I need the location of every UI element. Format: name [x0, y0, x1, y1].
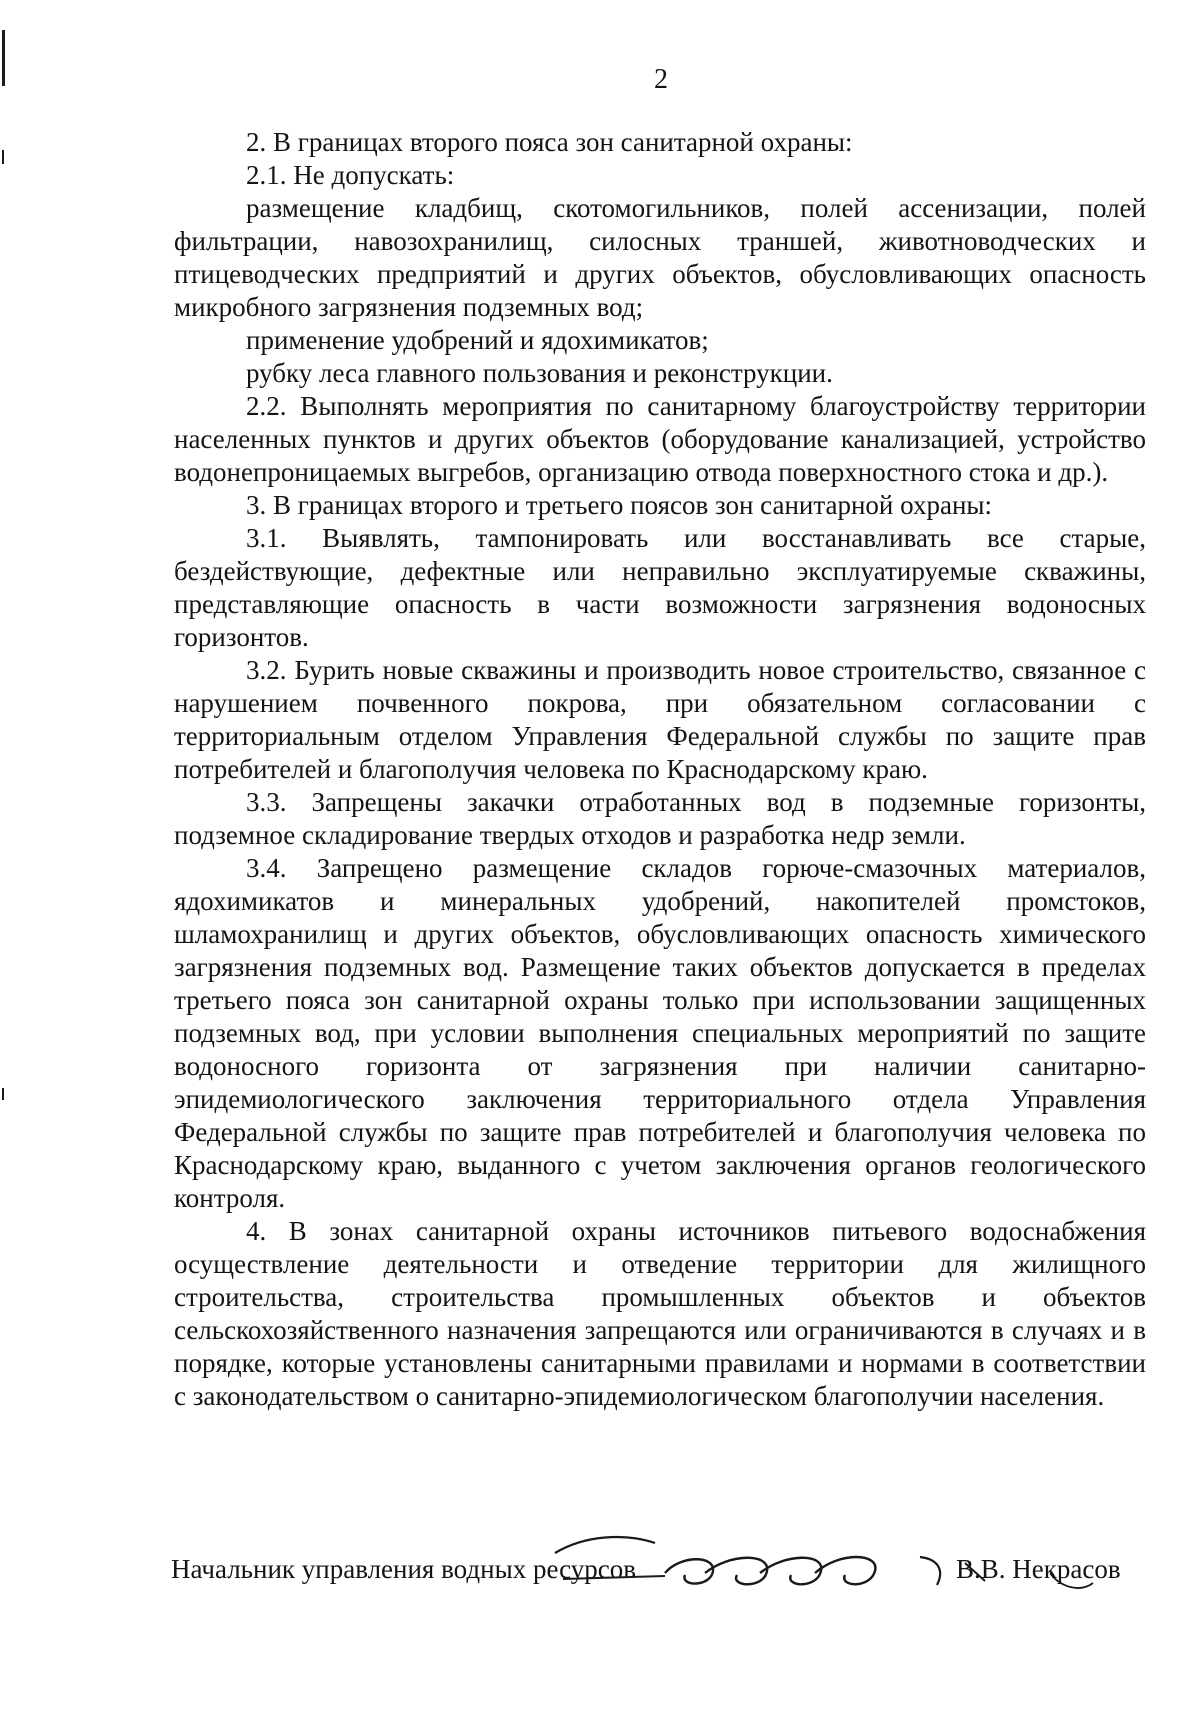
paragraph-3-2: 3.2. Бурить новые скважины и производить новое строительство, связанное с нарушением почвенного покрова, при обязательном согласовании с территориальным отделом Управления Федеральной службы по защите прав потребителей и благополучия человека по Краснодарскому краю.	[174, 655, 1146, 784]
paragraph-3-4: 3.4. Запрещено размещение складов горюче-смазочных материалов, ядохимикатов и минеральных удобрений, накопителей промстоков, шламохранилищ и других объектов, обусловливающих опасность химического загрязнения подземных вод. Размещение таких объектов допускается в пределах третьего пояса зон санитарной охраны только при использовании защищенных подземных вод, при условии выполнения специальных мероприятий по защите водоносного горизонта от загрязнения при наличии санитарно-эпидемиологического заключения территориального отдела Управления Федеральной службы по защите прав потребителей и благополучия человека по Краснодарскому краю, выданного с учетом заключения органов геологического контроля.	[174, 853, 1146, 1213]
paragraph-3-3: 3.3. Запрещены закачки отработанных вод в подземные горизонты, подземное складирование твердых отходов и разработка недр земли.	[174, 787, 1146, 850]
paragraph-3-1: 3.1. Выявлять, тампонировать или восстанавливать все старые, бездействующие, дефектные или неправильно эксплуатируемые скважины, представляющие опасность в части возможности загрязнения водоносных горизонтов.	[174, 523, 1146, 652]
paragraph-2-1: 2.1. Не допускать:	[246, 160, 455, 190]
paragraph-3-heading: 3. В границах второго и третьего поясов зон санитарной охраны:	[246, 490, 993, 520]
paragraph-2-2: 2.2. Выполнять мероприятия по санитарному благоустройству территории населенных пунктов и других объектов (оборудование канализацией, устройство водонепроницаемых выгребов, организацию отвода поверхностного стока и др.).	[174, 391, 1146, 487]
paragraph-2-1-item-2: применение удобрений и ядохимикатов;	[246, 325, 709, 355]
page-number: 2	[654, 64, 668, 95]
document-body	[174, 126, 1146, 1413]
paragraph-2-1-item-1: размещение кладбищ, скотомогильников, полей ассенизации, полей фильтрации, навозохранилищ, силосных траншей, животноводческих и птицеводческих предприятий и других объектов, обусловливающих опасность микробного загрязнения подземных вод;	[174, 193, 1146, 322]
signature-block	[171, 1551, 1131, 1611]
signatory-name: В.В. Некрасов	[956, 1554, 1121, 1584]
signatory-title: Начальник управления водных ресурсов	[171, 1554, 636, 1584]
paragraph-2-heading: 2. В границах второго пояса зон санитарной охраны:	[246, 127, 853, 157]
paragraph-4: 4. В зонах санитарной охраны источников питьевого водоснабжения осуществление деятельности и отведение территории для жилищного строительства, строительства промышленных объектов и объектов сельскохозяйственного назначения запрещаются или ограничиваются в случаях и в порядке, которые установлены санитарными правилами и нормами в соответствии с законодательством о санитарно-эпидемиологическом благополучии населения.	[174, 1216, 1146, 1411]
scan-artifact	[2, 1088, 4, 1100]
paragraph-2-1-item-3: рубку леса главного пользования и реконструкции.	[246, 358, 833, 388]
scan-artifact	[2, 150, 4, 164]
